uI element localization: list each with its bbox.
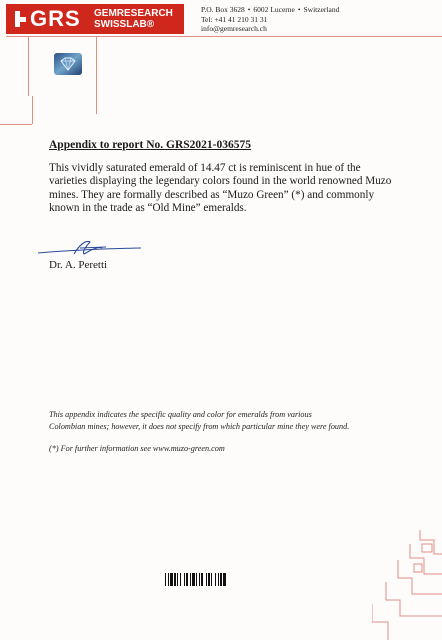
email: info@gemresearch.ch (201, 24, 267, 33)
body-paragraph (49, 162, 392, 216)
barcode-bar (211, 573, 212, 586)
barcode-bar (208, 573, 210, 586)
logo-line-2: SWISSLAB® (94, 19, 155, 30)
country: Switzerland (303, 5, 340, 14)
telephone: Tel: +41 41 210 31 31 (201, 14, 268, 24)
po-box: P.O. Box 3628 (201, 5, 245, 14)
barcode-bar (168, 573, 169, 586)
footnote: (*) For further information see www.muzo-green.com (49, 444, 225, 453)
report-title: Appendix to report No. GRS2021-036575 (49, 139, 252, 151)
body-line: This vividly saturated emerald of 14.47 ct is reminiscent in hue of the (49, 162, 361, 174)
barcode-bar (180, 573, 181, 586)
body-line: mines. They are formally described as “Muzo Green” (*) and commonly (49, 188, 375, 201)
barcode-bar (206, 573, 207, 586)
address-block (201, 5, 339, 34)
logo-subtitle (88, 8, 173, 30)
frame-line-left-horizontal (0, 124, 28, 125)
grs-logo (6, 4, 184, 34)
barcode-bar (165, 573, 166, 586)
barcode (165, 573, 261, 586)
barcode-bar (218, 573, 219, 586)
frame-line-vertical-left (28, 36, 29, 96)
body-line: varieties displaying the legendary colors found in the world renowned Muzo (49, 175, 392, 188)
body-line: known in the trade as “Old Mine” emeralds. (49, 202, 247, 215)
frame-line-top (6, 36, 442, 37)
note-line: This appendix indicates the specific quality and color for emeralds from various (49, 410, 312, 419)
barcode-bar (215, 573, 216, 586)
appendix-note (49, 409, 409, 432)
diamond-hologram-icon (54, 53, 82, 75)
barcode-bar (177, 573, 178, 586)
barcode-bar (174, 573, 176, 586)
barcode-bar (190, 573, 191, 586)
barcode-bar (170, 573, 173, 586)
barcode-bar (184, 573, 185, 586)
logo-line-1: GEMRESEARCH (94, 8, 173, 19)
frame-line-step-1 (32, 96, 33, 124)
grs-cross-icon (6, 4, 30, 34)
barcode-bar (201, 573, 203, 586)
barcode-bar (192, 573, 195, 586)
barcode-bar (186, 573, 188, 586)
address-line: P.O. Box 3628 • 6002 Lucerne • Switzerland (201, 5, 340, 14)
barcode-bar (196, 573, 197, 586)
city: 6002 Lucerne (253, 5, 295, 14)
barcode-bar (220, 573, 222, 586)
note-line: Colombian mines; however, it does not specify from which particular mine they were found. (49, 421, 350, 431)
frame-line-vertical-right (96, 36, 97, 114)
barcode-bar (199, 573, 200, 586)
signer-name: Dr. A. Peretti (49, 259, 108, 271)
decorative-step-frame (372, 530, 442, 640)
logo-brand: GRS (30, 6, 81, 31)
frame-line-step-2 (28, 124, 32, 125)
barcode-bar (223, 573, 226, 586)
